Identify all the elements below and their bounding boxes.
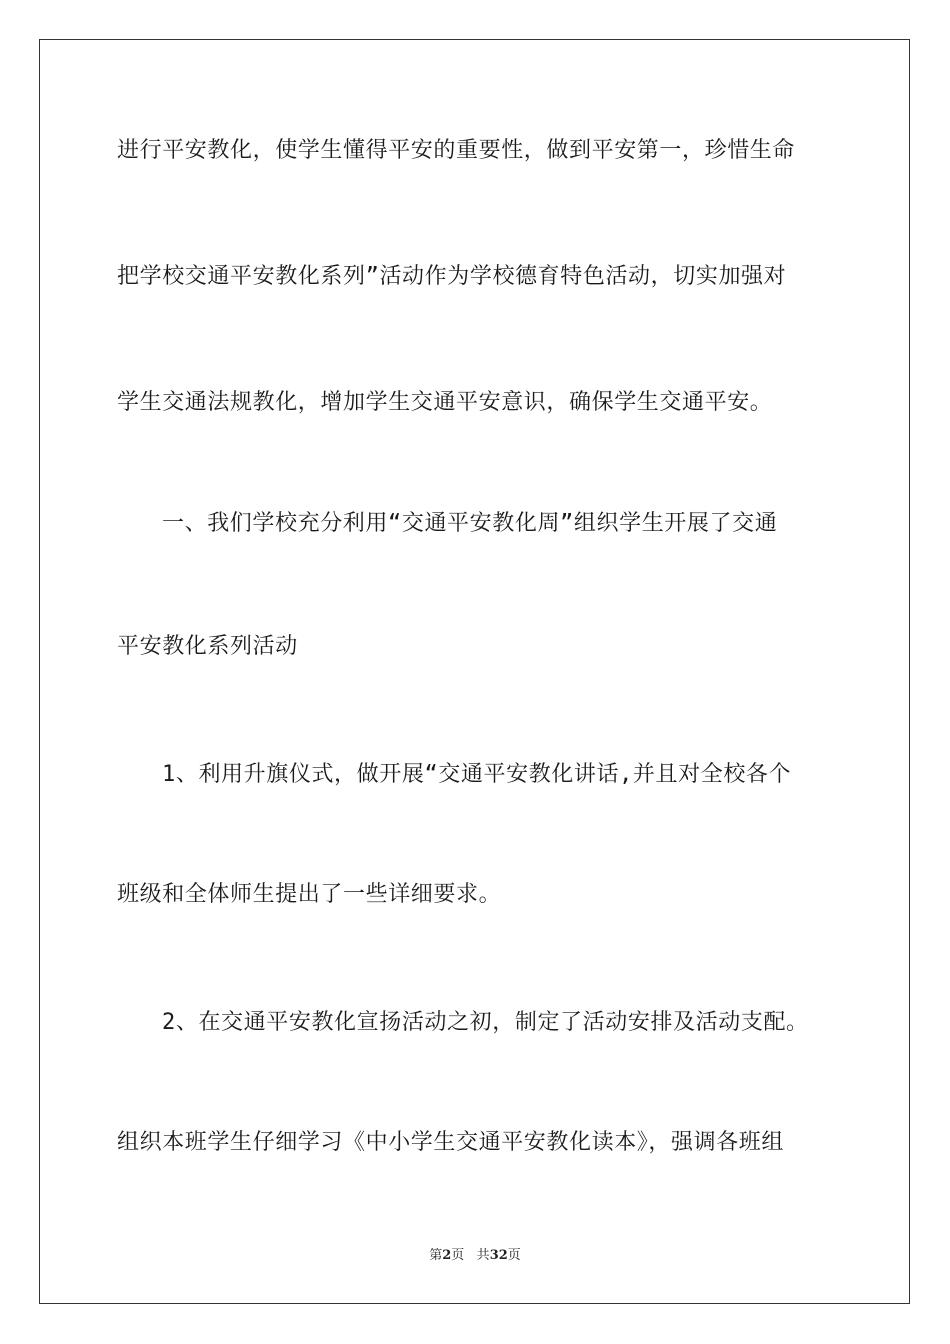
body-line-5: 平安教化系列活动 [117,634,298,659]
page-footer [0,1247,950,1265]
body-line-9: 组织本班学生仔细学习《中小学生交通平安教化读本》，强调各班组 [117,1130,785,1155]
page-frame [39,39,910,1304]
body-line-1: 进行平安教化，使学生懂得平安的重要性，做到平安第一，珍惜生命 [117,138,796,163]
body-line-4: 一、我们学校充分利用“交通平安教化周”组织学生开展了交通 [162,511,778,536]
body-line-6: 1、利用升旗仪式，做开展“交通平安教化讲话,并且对全校各个 [162,762,792,787]
page-number: 第2页 [429,1248,465,1263]
body-line-8: 2、在交通平安教化宣扬活动之初，制定了活动安排及活动支配。 [162,1010,809,1035]
page-total: 共32页 [476,1248,521,1263]
body-line-7: 班级和全体师生提出了一些详细要求。 [117,882,502,907]
body-line-3: 学生交通法规教化，增加学生交通平安意识，确保学生交通平安。 [117,390,773,415]
body-line-2: 把学校交通平安教化系列”活动作为学校德育特色活动，切实加强对 [117,264,787,289]
